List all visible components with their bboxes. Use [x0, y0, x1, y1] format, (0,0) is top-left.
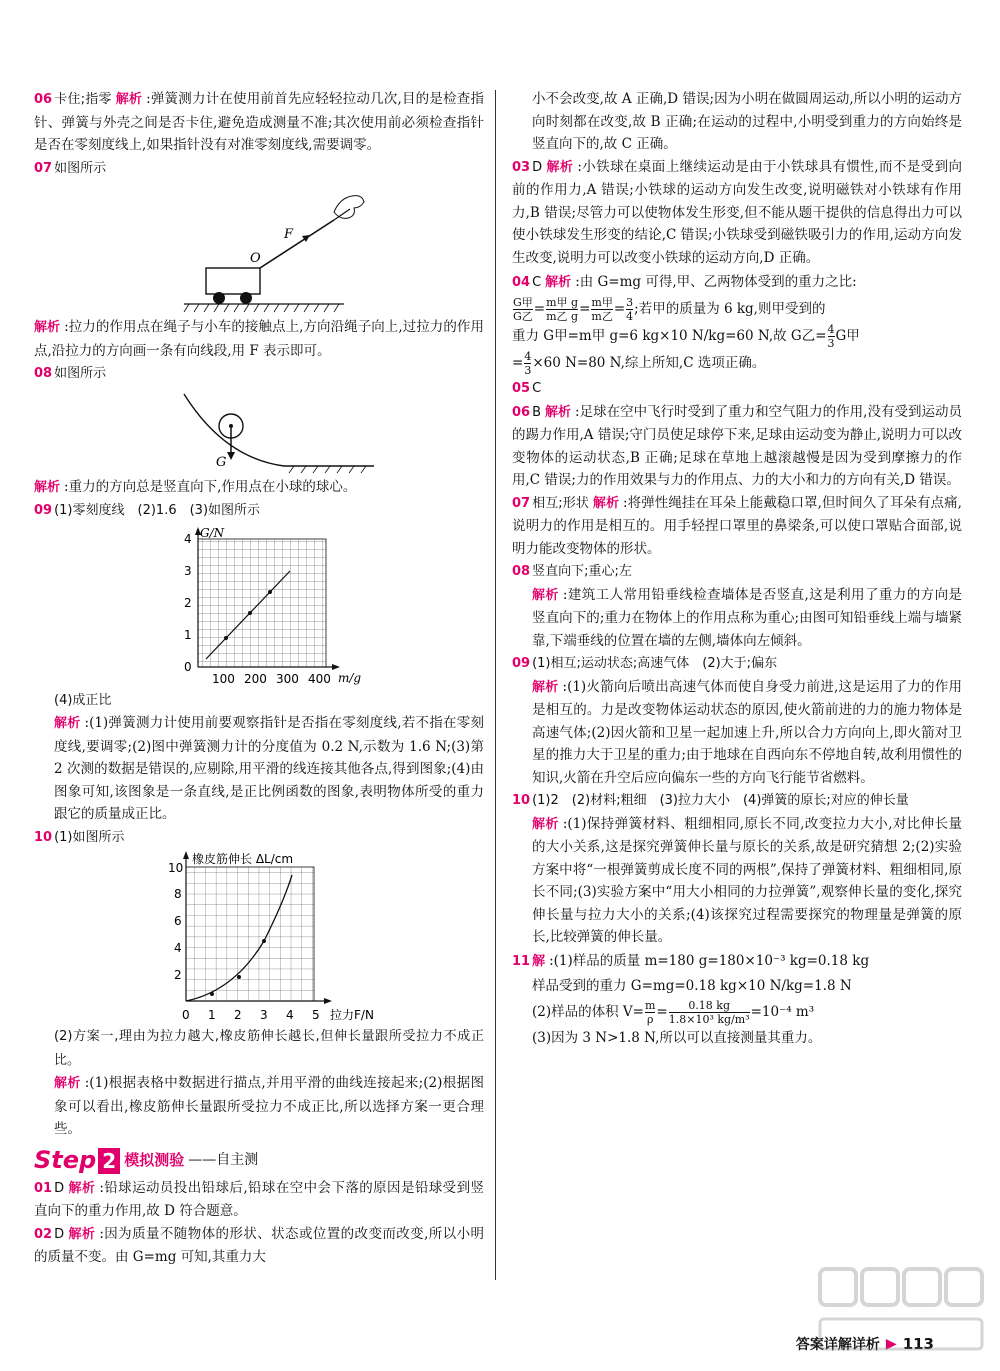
question-number: 11: [512, 953, 531, 969]
analysis-s08: [512, 584, 962, 653]
section-header-step2: [34, 1147, 484, 1175]
answer-06: [34, 88, 484, 157]
analysis-text: :重力的方向总是竖直向下,作用点在小球的球心。: [64, 478, 357, 495]
analysis-text: :弹簧测力计在使用前首先应轻轻拉动几次,目的是检查指针、弹簧与外壳之间是否卡住,避免造成测量不准;其次使用前必须检查指针是否在零刻度线上,如果指针没有对准零刻度线,需要调零。: [34, 91, 484, 153]
answer-text: 竖直向下;重心;左: [532, 564, 632, 579]
analysis-text: 小不会改变,故 A 正确,D 错误;因为小明在做圆周运动,所以小明的运动方向时刻都在改变,故 B 正确;在运动的过程中,小明受到重力的方向始终是竖直向下的,故 C 正确。: [532, 91, 962, 152]
step-number: 2: [98, 1148, 120, 1174]
answer-10-2: [34, 1025, 484, 1072]
question-number: 06: [34, 92, 53, 107]
question-number: 06: [512, 404, 531, 420]
answer-text: (1)2 (2)材料;粗细 (3)拉力大小 (4)弹簧的原长;对应的伸长量: [532, 793, 909, 808]
analysis-text: :小铁球在桌面上继续运动是由于小铁球具有惯性,而不是受到向前的作用力,A 错误;小铁球的运动方向发生改变,说明磁铁对小铁球有作用力,B 错误;尽管力可以使物体发生形变,但不能从题干提供的信息得出力可以使小铁球发生形变的结论,C 错误;小铁球受到磁铁吸引力的作用,运动方向发生改变,说明力可以改变小铁球的运动方向,D 正确。: [512, 158, 962, 266]
y-tick: 4: [184, 531, 192, 546]
question-number: 08: [34, 366, 53, 381]
answer-s03: [512, 156, 962, 270]
analysis-tag: 解析: [68, 1180, 96, 1196]
answer-text: 相互;形状: [532, 495, 589, 511]
answer-s06: [512, 401, 962, 492]
y-axis-label: G/N: [200, 525, 225, 540]
question-number: 02: [34, 1226, 53, 1242]
question-number: 10: [512, 793, 531, 808]
answer-07: [34, 157, 484, 181]
y-tick: 2: [174, 968, 182, 982]
analysis-tag: 解析: [545, 404, 572, 420]
x-tick: 400: [308, 671, 331, 686]
answer-text: 如图所示: [54, 160, 107, 176]
answer-09-4: [34, 689, 484, 713]
question-number: 05: [512, 381, 531, 396]
analysis-tag: 解析: [546, 159, 574, 175]
y-tick: 8: [174, 887, 182, 901]
analysis-text: :足球在空中飞行时受到了重力和空气阻力的作用,没有受到运动员的踢力作用,A 错误;守门员使足球停下来,足球由运动变为静止,说明力可以改变物体的运动状态,B 正确;足球在草地上越滚越慢是因为受到摩擦力的作用,C 错误;力的作用效果与力的作用点、力的大小和力的方向有关,D 错误。: [512, 403, 962, 488]
answer-text: (4)成正比: [54, 692, 112, 708]
y-tick: 6: [174, 914, 182, 928]
x-tick: 300: [276, 671, 299, 686]
fraction: $\frac{\text{G甲}}{\text{G乙}}$: [513, 296, 533, 323]
analysis-tag: 解析: [54, 716, 81, 731]
solution-line: 样品受到的重力 G=mg=0.18 kg×10 N/kg=1.8 N: [532, 977, 852, 994]
analysis-text: :建筑工人常用铅垂线检查墙体是否竖直,这是利用了重力的方向是竖直向下的;重力在物体上的作用点称为重心;由图可知铅垂线上端与墙紧靠,下端垂线的位置在墙的左侧,墙体向左倾斜。: [532, 586, 962, 649]
analysis-tag: 解析: [592, 495, 620, 511]
analysis-text: :(1)根据表格中数据进行描点,并用平滑的曲线连接起来;(2)根据图象可以看出,橡皮筋伸长量跟所受拉力不成正比,所以选择方案一更合理些。: [54, 1075, 484, 1137]
solution-line: (3)因为 3 N>1.8 N,所以可以直接测量其重力。: [532, 1029, 822, 1046]
analysis-text: 重力 G甲=m甲 g=6 kg×10 N/kg=60 N,故 G乙=: [512, 328, 827, 344]
y-axis-label: 橡皮筋伸长 ΔL/cm: [192, 852, 294, 866]
x-tick: 100: [212, 671, 235, 686]
analysis-tag: 解析: [68, 1226, 96, 1242]
answer-s08: [512, 560, 962, 584]
answer-text: B: [532, 404, 542, 420]
answer-text: (1)零刻度线 (2)1.6 (3)如图所示: [54, 503, 261, 518]
analysis-tag: 解析: [34, 320, 61, 335]
solution-line: (2)样品的体积 V=: [532, 1003, 644, 1020]
question-number: 07: [34, 160, 53, 176]
answer-text: (1)如图所示: [54, 829, 125, 845]
answer-text: D: [532, 159, 543, 175]
analysis-text: ;若甲的质量为 6 kg,则甲受到的: [634, 301, 826, 317]
question-number: 07: [512, 495, 531, 511]
step-word: Step: [34, 1146, 97, 1175]
right-column: [512, 88, 962, 1051]
answer-s04: 04 C 解析 :由 G=mg 可得,甲、乙两物体受到的重力之比: $\frac{\text{G甲}}{\text{G乙}}$ = $\frac{\text{m甲 g}}{\text{m乙 g}}$ = $\frac{\text{m甲}}{\text{m乙}}$ = $\frac{3}{4}$ ;若甲的质量为 6 kg,则甲受到的 重力 G甲=m甲 g=6 kg×10 N/kg=60 N,故 G乙= $\frac{4}{3}$ G甲 = $\frac{4}{3}$ ×60 N=80 N,综上所知,C 选项正确。: [512, 274, 860, 377]
answer-text: D: [54, 1226, 65, 1242]
question-number: 09: [34, 503, 53, 518]
analysis-10: [34, 1072, 484, 1141]
x-tick: 5: [312, 1008, 320, 1022]
step-title: 模拟测验: [124, 1151, 185, 1170]
analysis-text: :因为质量不随物体的形状、状态或位置的改变而改变,所以小明的质量不变。由 G=mg 可知,其重力大: [34, 1225, 484, 1265]
x-axis-label: 拉力F/N: [330, 1008, 374, 1022]
y-tick: 2: [184, 595, 192, 610]
answer-text: 如图所示: [54, 366, 107, 381]
fraction: $\frac{0.18 kg}{\text{1.8×10³ kg/m³}}$: [668, 998, 750, 1026]
analysis-text: :拉力的作用点在绳子与小车的接触点上,方向沿绳子向上,过拉力的作用点,沿拉力的方向画一条有向线段,用 F 表示即可。: [34, 319, 484, 359]
analysis-s09: [512, 676, 962, 790]
y-tick: 10: [168, 861, 184, 875]
fraction: $\frac{\text{m甲 g}}{\text{m乙 g}}$: [546, 296, 579, 323]
x-tick: 1: [208, 1008, 216, 1022]
x-tick: 2: [234, 1008, 242, 1022]
label-g: G: [216, 454, 227, 470]
label-o: O: [250, 251, 261, 266]
y-tick: 3: [184, 563, 192, 578]
x-tick: 0: [182, 1008, 190, 1022]
x-tick: 3: [260, 1008, 268, 1022]
label-f: F: [284, 227, 294, 242]
analysis-tag: 解析: [115, 92, 143, 107]
arrow-right-icon: ▶: [885, 1336, 897, 1352]
question-number: 01: [34, 1180, 53, 1196]
x-axis-label: m/g: [338, 670, 362, 685]
answer-text: (1)相互;运动状态;高速气体 (2)大于;偏东: [532, 656, 778, 671]
analysis-08: [34, 476, 484, 500]
answer-s10: [512, 789, 962, 813]
answer-08: [34, 362, 484, 386]
column-divider: [495, 90, 496, 1280]
analysis-tag: 解析: [545, 275, 572, 290]
left-column: [34, 88, 484, 1269]
analysis-09: [34, 712, 484, 826]
analysis-s10: [512, 813, 962, 949]
ball-gravity-figure: [34, 388, 484, 474]
answer-text: 卡住;指零: [54, 92, 112, 107]
analysis-text: :(1)弹簧测力计使用前要观察指针是否指在零刻度线,若不指在零刻度线,要调零;(2)图中弹簧测力计的分度值为 0.2 N,示数为 1.6 N;(3)第 2 次测的数据是错误的,应剔除,用平滑的线连接其他各点,得到图象;(4)由图象可知,该图象是一条直线,是正比例函数的图象,表明物体所受的重力跟它的质量成正比。: [54, 715, 484, 822]
fraction: $\frac{\text{m甲}}{\text{m乙}}$: [591, 296, 613, 323]
answer-s01: [34, 1177, 484, 1223]
y-tick: 4: [174, 941, 182, 955]
graph-stretch-vs-force: [34, 851, 484, 1023]
question-number: 09: [512, 656, 531, 671]
analysis-s02-cont: [512, 88, 962, 156]
answer-s09: [512, 652, 962, 676]
answer-text: D: [54, 1180, 65, 1196]
analysis-07: [34, 316, 484, 362]
answer-09: [34, 499, 484, 523]
question-number: 04: [512, 275, 531, 290]
footer-label: 答案详解详析: [795, 1337, 880, 1353]
answer-s05: [512, 377, 962, 401]
analysis-text: ×60 N=80 N,综上所知,C 选项正确。: [532, 355, 766, 371]
question-number: 10: [34, 829, 53, 845]
step-subtitle: ——自主测: [188, 1152, 259, 1169]
answer-text: C: [532, 381, 542, 396]
analysis-tag: 解析: [54, 1076, 81, 1091]
analysis-text: :将弹性绳挂在耳朵上能戴稳口罩,但时间久了耳朵有点痛,说明力的作用是相互的。用手轻捏口罩里的鼻梁条,可以使口罩贴合面部,说明力能改变物体的形状。: [512, 494, 962, 557]
analysis-tag: 解析: [532, 816, 559, 832]
question-number: 08: [512, 564, 531, 579]
analysis-tag: 解析: [34, 479, 61, 495]
solution-tag: 解: [532, 953, 546, 969]
x-tick: 4: [286, 1008, 294, 1022]
cart-pull-figure: [34, 182, 484, 314]
analysis-text: :铅球运动员投出铅球后,铅球在空中会下落的原因是铅球受到竖直向下的重力作用,故 D 符合题意。: [34, 1179, 484, 1219]
fraction: $\frac{4}{3}$: [524, 350, 532, 377]
y-tick: 0: [184, 659, 192, 674]
answer-s11: 11 解 :(1)样品的质量 m=180 g=180×10⁻³ kg=0.18 kg 样品受到的重力 G=mg=0.18 kg×10 N/kg=1.8 N (2)样品的体积 V= $\frac{m}{\rho}$ = $\frac{0.18 kg}{\text{1.8×10³ kg/m³}}$ =10⁻⁴ m³ (3)因为 3 N>1.8 N,所以可以直接测量其重力。: [512, 952, 870, 1046]
answer-text: (2)方案一,理由为拉力越大,橡皮筋伸长越长,但伸长量跟所受拉力不成正比。: [54, 1029, 484, 1068]
page-number: 113: [902, 1335, 934, 1353]
analysis-text: :由 G=mg 可得,甲、乙两物体受到的重力之比:: [575, 274, 857, 290]
y-tick: 1: [184, 627, 192, 642]
question-number: 03: [512, 159, 531, 175]
answer-10: [34, 826, 484, 850]
fraction: $\frac{m}{\rho}$: [644, 998, 656, 1026]
answer-text: C: [532, 275, 542, 290]
watermark-logo-icon: [810, 1259, 990, 1359]
graph-g-vs-m: [34, 525, 484, 687]
x-tick: 200: [244, 671, 267, 686]
analysis-text: :(1)保持弹簧材料、粗细相同,原长不同,改变拉力大小,对比伸长量的大小关系,这是探究弹簧伸长量与原长的关系,故是研究猜想 2;(2)实验方案中将“一根弹簧剪成长度不同的两根”,保持了弹簧材料、粗细相同,原长不同;(3)实验方案中“用大小相同的力拉弹簧”,观察伸长量的变化,探究伸长量与拉力大小的关系;(4)该探究过程需要探究的物理量是弹簧的原长,比较弹簧的伸长量。: [532, 815, 962, 945]
answer-s07: [512, 492, 962, 561]
fraction: $\frac{3}{4}$: [626, 296, 634, 323]
analysis-tag: 解析: [532, 679, 559, 695]
analysis-tag: 解析: [532, 587, 559, 603]
fraction: $\frac{4}{3}$: [827, 323, 835, 350]
solution-line: :(1)样品的质量 m=180 g=180×10⁻³ kg=0.18 kg: [549, 952, 870, 969]
answer-s02: [34, 1223, 484, 1269]
analysis-text: :(1)火箭向后喷出高速气体而使自身受力前进,这是运用了力的作用是相互的。力是改变物体运动状态的原因,使火箭前进的力的施力物体是高速气体;(2)因火箭和卫星一起加速上升,所以合力方向向上,即火箭对卫星的推力大于卫星的重力;由于地球在自西向东不停地自转,故利用惯性的知识,火箭在升空后应向偏东一些的方向飞行能节省燃料。: [532, 678, 962, 786]
